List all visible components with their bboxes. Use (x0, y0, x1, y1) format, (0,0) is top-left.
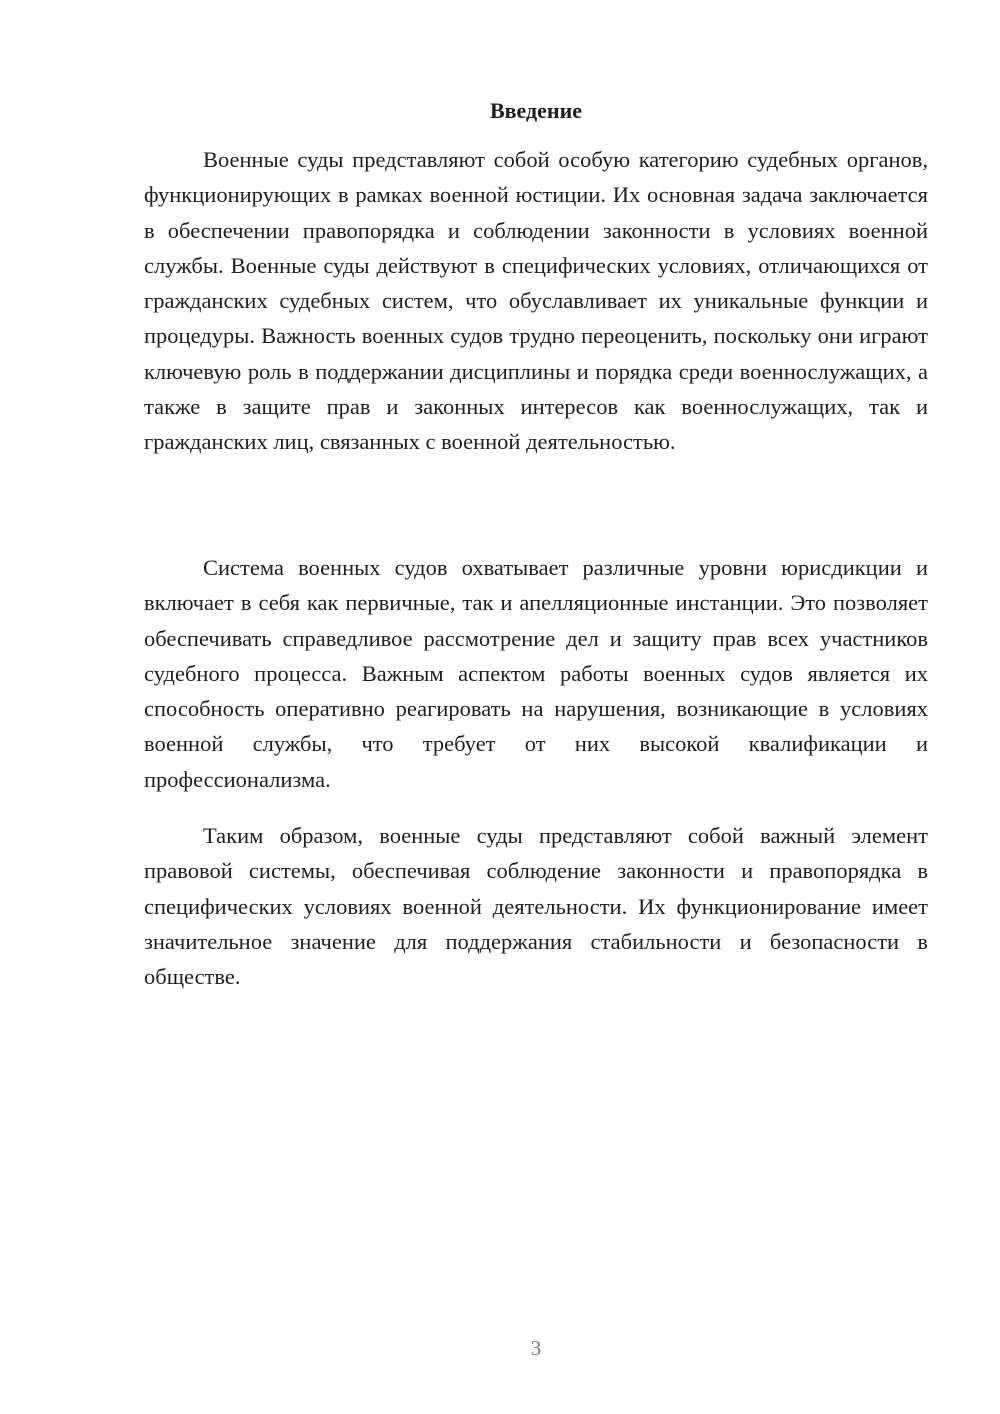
paragraph-1: Военные суды представляют собой особую категорию судебных органов, функционирующих в рамках военной юстиции. Их основная задача заключается в обеспечении правопорядка и соблюдении законности в условиях военной службы. Военные суды действуют в специфических условиях, отличающихся от гражданских судебных систем, что обуславливает их уникальные функции и процедуры. Важность военных судов трудно переоценить, поскольку они играют ключевую роль в поддержании дисциплины и порядка среди военнослужащих, а также в защите прав и законных интересов как военнослужащих, так и гражданских лиц, связанных с военной деятельностью. (144, 147, 928, 455)
paragraph-3: Таким образом, военные суды представляют собой важный элемент правовой системы, обеспечивая соблюдение законности и правопорядка в специфических условиях военной деятельности. Их функционирование имеет значительное значение для поддержания стабильности и безопасности в обществе. (144, 823, 928, 990)
page-title: Введение (489, 98, 583, 123)
page-number: 3 (530, 1336, 542, 1360)
paragraph-2: Система военных судов охватывает различные уровни юрисдикции и включает в себя как первичные, так и апелляционные инстанции. Это позволяет обеспечивать справедливое рассмотрение дел и защиту прав всех участников судебного процесса. Важным аспектом работы военных судов является их способность оперативно реагировать на нарушения, возникающие в условиях военной службы, что требует от них высокой квалификации и профессионализма. (144, 555, 928, 792)
